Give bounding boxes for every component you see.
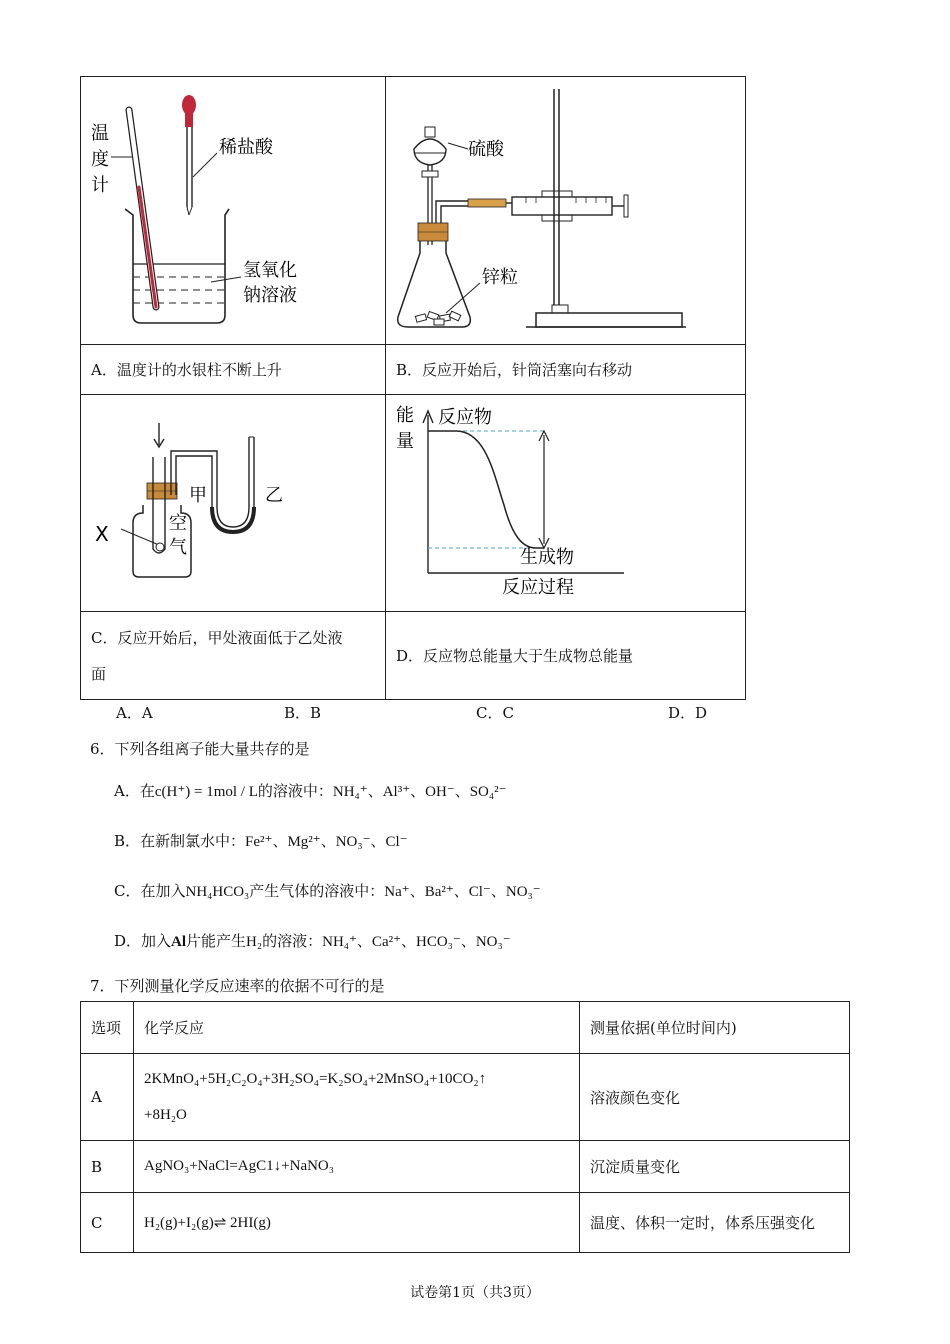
label-product: 生成物: [520, 547, 574, 568]
q7-row-b-option: B: [81, 1141, 134, 1193]
diagram-b-cell: [386, 77, 746, 345]
label-zinc: 锌粒: [482, 267, 518, 288]
q6-c-prefix: C．在加入: [114, 882, 186, 900]
q7-header-option: 选项: [81, 1002, 134, 1054]
q7-row-a-basis: 溶液颜色变化: [580, 1054, 850, 1141]
q6-c-reagent: NH₄HCO₃: [185, 884, 250, 900]
label-reactant: 反应物: [438, 407, 492, 428]
label-naoh-2: 钠溶液: [243, 285, 297, 306]
q7-table: [80, 1001, 850, 1253]
q7-row-c-option: C: [81, 1193, 134, 1253]
page-footer: 试卷第1页（共3页）: [410, 1285, 540, 1301]
q7-row-a-rxn-line1: 2KMnO₄+5H₂C₂O₄+3H₂SO₄=K₂SO₄+2MnSO₄+10CO₂↑: [144, 1071, 487, 1087]
caption-a: A．温度计的水银柱不断上升: [81, 345, 386, 395]
diagram-a: [81, 77, 385, 340]
caption-b: B．反应开始后，针筒活塞向右移动: [386, 345, 746, 395]
q6-c-mid: 产生气体的溶液中：: [249, 882, 385, 900]
energy-char-2: 量: [396, 431, 414, 452]
q7-header-row: [81, 1002, 850, 1054]
q6-d-prefix: D．加入: [114, 932, 172, 950]
q7-row-a: [81, 1054, 850, 1141]
q6-option-d[interactable]: [114, 930, 511, 951]
q6-a-mid: 的溶液中：: [257, 782, 333, 800]
diagram-c: [81, 395, 385, 607]
q6-d-mid2: 的溶液：: [262, 932, 323, 950]
label-sulfuric-acid: 硫酸: [468, 139, 504, 160]
q6-d-reagent: Al: [171, 934, 187, 950]
q6-a-prefix: A．在: [114, 782, 155, 800]
label-jia: 甲: [189, 485, 207, 506]
energy-char-1: 能: [396, 405, 414, 426]
q6-d-gas: H₂: [246, 934, 263, 950]
q7-row-a-rxn-line2: +8H₂O: [144, 1107, 187, 1123]
thermo-char-3: 计: [91, 175, 109, 196]
q7-row-b-basis: 沉淀质量变化: [580, 1141, 850, 1193]
q5-option-b[interactable]: B．B: [284, 704, 322, 722]
diagram-a-cell: [81, 77, 386, 345]
q7-stem: 7．下列测量化学反应速率的依据不可行的是: [90, 977, 385, 995]
diagram-d: [386, 395, 745, 607]
label-dilute-hcl: 稀盐酸: [219, 137, 273, 158]
q5-figure-table: [80, 76, 746, 700]
q5-option-d[interactable]: D．D: [668, 704, 708, 722]
thermo-char-1: 温: [91, 123, 109, 144]
label-reaction-process: 反应过程: [502, 577, 574, 598]
thermo-char-2: 度: [91, 149, 109, 170]
label-air-1: 空: [169, 513, 187, 534]
q7-row-c-basis: 温度、体积一定时，体系压强变化: [580, 1193, 850, 1253]
diagram-d-cell: [386, 395, 746, 612]
q6-d-ions: NH₄⁺、Ca²⁺、HCO₃⁻、NO₃⁻: [322, 934, 511, 950]
diagram-c-cell: [81, 395, 386, 612]
q6-a-condition: c(H⁺) = 1mol / L: [154, 784, 258, 800]
q7-header-reaction: 化学反应: [134, 1002, 580, 1054]
label-naoh-1: 氢氧化: [243, 260, 297, 281]
q6-stem: 6．下列各组离子能大量共存的是: [90, 740, 310, 758]
caption-c-line1: C．反应开始后，甲处液面低于乙处液: [91, 628, 343, 647]
label-x: X: [95, 522, 109, 546]
q6-c-ions: Na⁺、Ba²⁺、Cl⁻、NO₃⁻: [384, 884, 541, 900]
q5-option-c[interactable]: C．C: [476, 704, 514, 722]
q6-b-text: B．在新制氯水中：: [114, 832, 246, 850]
q7-row-c: [81, 1193, 850, 1253]
q6-option-c[interactable]: [114, 880, 541, 901]
caption-c: [81, 612, 386, 700]
q7-header-basis: 测量依据(单位时间内): [580, 1002, 850, 1054]
q5-option-a[interactable]: A．A: [116, 704, 153, 722]
label-yi: 乙: [265, 485, 283, 506]
q6-d-mid: 片能产生: [186, 932, 247, 950]
q6-a-ions: NH₄⁺、Al³⁺、OH⁻、SO₄²⁻: [332, 784, 507, 800]
q7-row-b-reaction: AgNO₃+NaCl=AgC1↓+NaNO₃: [134, 1141, 580, 1193]
q7-row-a-reaction: [134, 1054, 580, 1141]
caption-d: D．反应物总能量大于生成物总能量: [386, 612, 746, 700]
q6-b-ions: Fe²⁺、Mg²⁺、NO₃⁻、Cl⁻: [245, 834, 408, 850]
q7-row-a-option: A: [81, 1054, 134, 1141]
diagram-b: [386, 77, 745, 340]
q7-row-b: [81, 1141, 850, 1193]
label-air-2: 气: [169, 537, 187, 558]
q6-option-b[interactable]: [114, 830, 408, 851]
q7-row-c-reaction: H₂(g)+I₂(g)⇌ 2HI(g): [134, 1193, 580, 1253]
caption-c-line2: 面: [91, 664, 107, 683]
q6-option-a[interactable]: [114, 780, 507, 801]
